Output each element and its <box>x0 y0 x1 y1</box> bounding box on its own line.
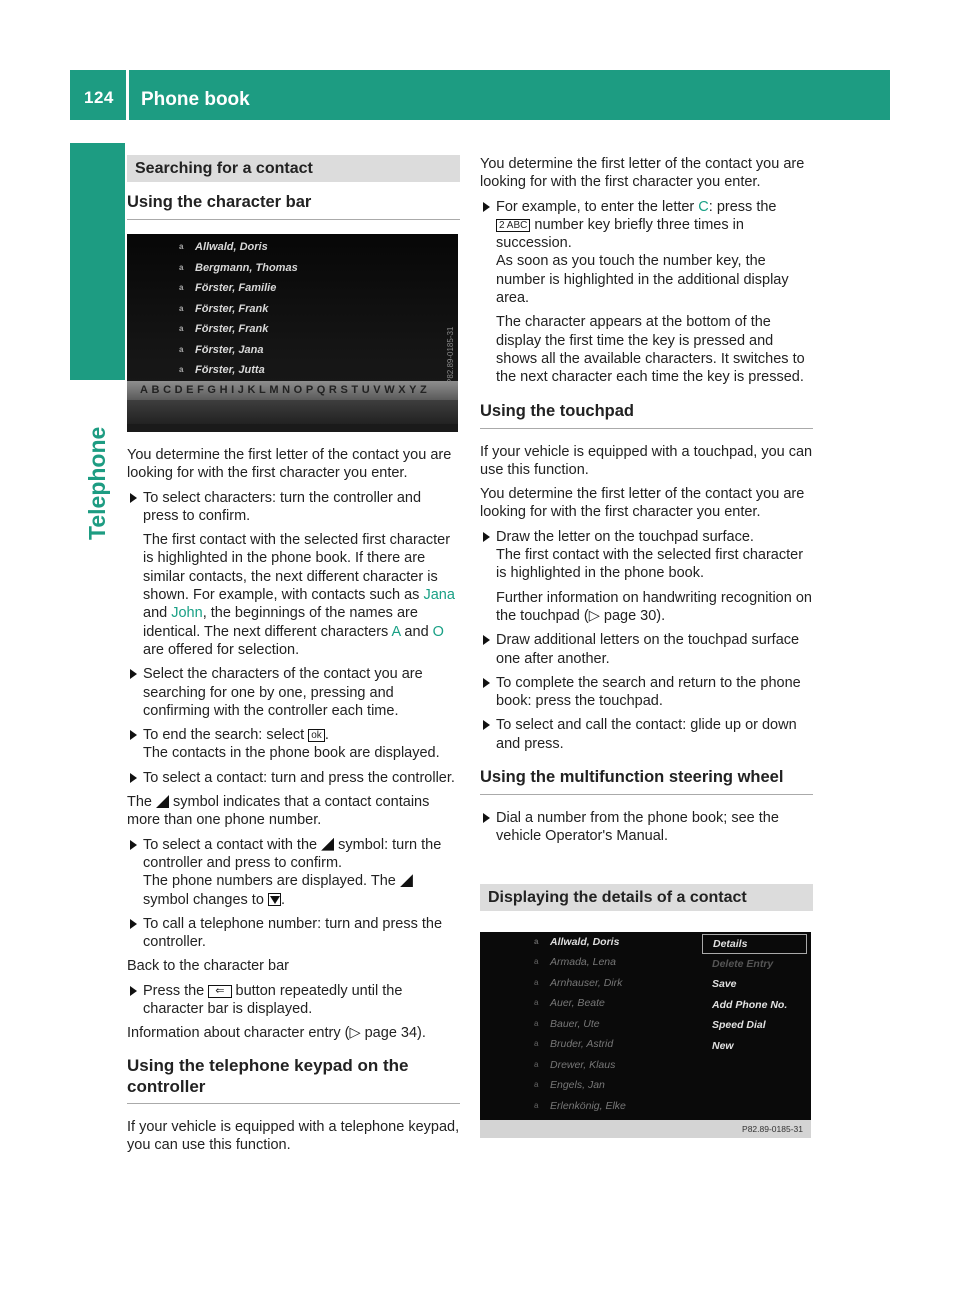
example-a: A <box>391 623 401 640</box>
step: To select and call the contact: glide up or down and press. <box>480 716 813 753</box>
multiple-numbers-icon <box>321 838 334 851</box>
chapter-label: Telephone <box>84 426 110 540</box>
image-tag: P82.89-0185-31 <box>446 326 455 384</box>
paragraph: The symbol indicates that a contact contains more than one phone number. <box>127 794 430 829</box>
header-divider <box>126 70 129 120</box>
contact-row: a Förster, Jutta <box>127 360 457 381</box>
multiple-numbers-icon <box>156 795 169 808</box>
contact-row: a Allwald, Doris <box>127 237 457 258</box>
step: To select a contact: turn and press the controller. <box>127 769 460 787</box>
image-tag: P82.89-0185-31 <box>480 1120 811 1138</box>
example-john: John <box>171 605 203 622</box>
contact-row: a Armada, Lena <box>520 952 698 973</box>
contact-row: a Arnhauser, Dirk <box>520 973 698 994</box>
menu-item: Speed Dial <box>712 1019 766 1032</box>
heading-touchpad: Using the touchpad <box>480 401 813 429</box>
example-jana: Jana <box>423 587 455 604</box>
contact-row: a Förster, Familie <box>127 278 457 299</box>
contact-list <box>520 932 698 1114</box>
contact-row: a Allwald, Doris <box>520 932 698 953</box>
contact-row: a Bruder, Astrid <box>520 1034 698 1055</box>
paragraph: Information about character entry (▷ page 34). <box>127 1025 426 1042</box>
contact-row: a Auer, Beate <box>520 993 698 1014</box>
paragraph: Back to the character bar <box>127 958 289 975</box>
contact-row: a Bauer, Ute <box>520 1014 698 1035</box>
step: Draw the letter on the touchpad surface. The first contact with the selected first character is highlighted in the phone book. <box>480 528 813 583</box>
heading-keypad: Using the telephone keypad on the controller <box>127 1055 460 1104</box>
paragraph: You determine the first letter of the contact you are looking for with the first character you enter. <box>480 156 805 191</box>
contact-row: a Förster, Frank <box>127 319 457 340</box>
contact-row: a Engels, Jan <box>520 1075 698 1096</box>
step: Draw additional letters on the touchpad surface one after another. <box>480 631 813 668</box>
contact-row: a Förster, Frank <box>127 299 457 320</box>
multiple-numbers-icon <box>400 874 413 887</box>
step: For example, to enter the letter C: press the 2 ABC number key briefly three times in succession. As soon as you touch the number key, the number is highlighted in the additional display area. <box>480 198 813 308</box>
heading-steering-wheel: Using the multifunction steering wheel <box>480 767 813 795</box>
page-title: Phone book <box>141 89 250 110</box>
contact-row: a Erlenkönig, Elke <box>520 1096 698 1117</box>
menu-item: Add Phone No. <box>712 998 788 1011</box>
contact-list <box>127 237 457 381</box>
contact-details-screenshot <box>480 932 811 1138</box>
step: To call a telephone number: turn and press the controller. <box>127 915 460 952</box>
left-column <box>127 155 460 1160</box>
ok-key-icon: ok <box>308 729 325 742</box>
chapter-tab <box>70 143 125 380</box>
contact-row: a Förster, Jana <box>127 340 457 361</box>
paragraph: If your vehicle is equipped with a telephone keypad, you can use this function. <box>127 1118 460 1153</box>
section-title: Displaying the details of a contact <box>480 884 813 911</box>
step: Press the ⇐ button repeatedly until the character bar is displayed. <box>127 982 460 1019</box>
example-c: C <box>698 198 709 215</box>
step: To select a contact with the symbol: turn the controller and press to confirm. The phone numbers are displayed. The symbol changes to . <box>127 836 460 909</box>
right-column <box>480 155 813 1138</box>
paragraph: You determine the first letter of the contact you are looking for with the first character you enter. <box>127 447 452 482</box>
step-detail: Further information on handwriting recognition on the touchpad (▷ page 30). <box>496 589 812 624</box>
step: Select the characters of the contact you are searching for one by one, pressing and confirming with the controller each time. <box>127 665 460 720</box>
back-button-icon: ⇐ <box>208 985 231 998</box>
step: To complete the search and return to the phone book: press the touchpad. <box>480 674 813 711</box>
step: Dial a number from the phone book; see the vehicle Operator's Manual. <box>480 809 813 846</box>
menu-item: New <box>712 1039 734 1052</box>
character-bar-screenshot <box>127 234 458 432</box>
menu-item: Save <box>712 978 737 991</box>
page-number: 124 <box>84 88 114 107</box>
paragraph: You determine the first letter of the contact you are looking for with the first character you enter. <box>480 486 805 521</box>
character-bar: ABCDEFGHIJKLMNOPQRSTUVWXYZ <box>127 381 458 400</box>
menu-item: Delete Entry <box>712 957 774 970</box>
menu-item: Details <box>702 934 807 954</box>
example-o: O <box>432 623 444 640</box>
control-bar <box>127 400 458 424</box>
step-detail: The first contact with the selected first character is highlighted in the phone book. If there are similar contacts, the next different character is shown. For example, with contacts such as Jana and John, the beginnings of the names are identical. The next different characters A and O are offered for selection. <box>143 532 455 658</box>
contact-row: a Bergmann, Thomas <box>127 258 457 279</box>
step: To end the search: select ok . The contacts in the phone book are displayed. <box>127 726 460 763</box>
contact-row: a Drewer, Klaus <box>520 1055 698 1076</box>
paragraph: If your vehicle is equipped with a touchpad, you can use this function. <box>480 443 813 478</box>
options-menu <box>702 934 807 1057</box>
expanded-numbers-icon <box>268 893 281 906</box>
section-title: Searching for a contact <box>127 155 460 182</box>
step: To select characters: turn the controller and press to confirm. <box>127 489 460 526</box>
heading-character-bar: Using the character bar <box>127 192 460 220</box>
number-key-icon: 2 ABC <box>496 219 530 232</box>
step-detail: The character appears at the bottom of the display the first time the key is pressed and shows all the available characters. It switches to the next character each time the key is pressed. <box>496 314 805 386</box>
